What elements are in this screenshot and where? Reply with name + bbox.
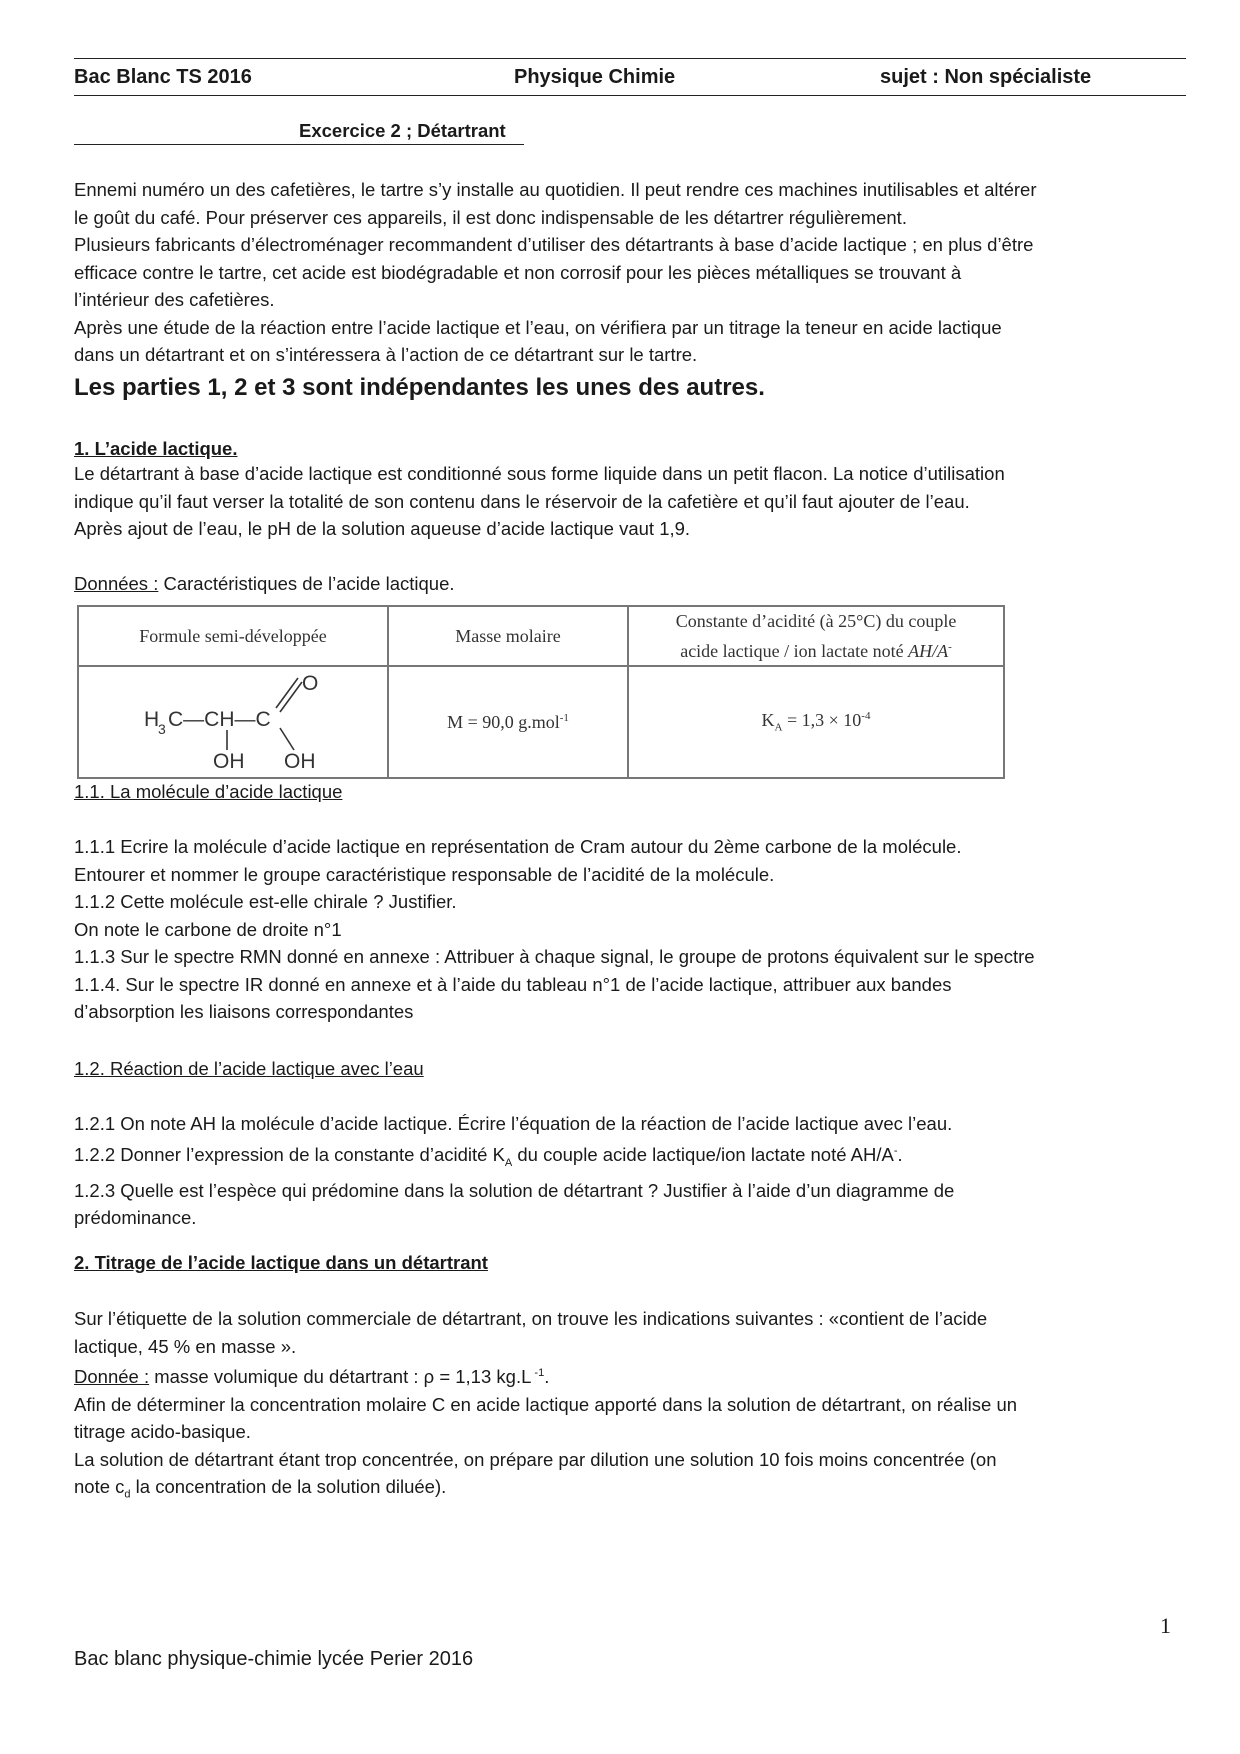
donnee-sup: -1: [531, 1367, 545, 1379]
section1-line: indique qu’il faut verser la totalité de son contenu dans le réservoir de la cafetière et qu’il faut ajouter de l’eau.: [74, 490, 970, 512]
intro-line: l’intérieur des cafetières.: [74, 289, 275, 310]
sub11-paragraph: [74, 833, 1035, 1026]
section1-line: Le détartrant à base d’acide lactique est conditionné sous forme liquide dans un petit flacon. La notice d’utilisation: [74, 463, 1005, 484]
sub11-line: Entourer et nommer le groupe caractéristique responsable de l’acidité de la molécule.: [74, 863, 775, 885]
ka-sup: -4: [861, 710, 871, 723]
sub12-line: 1.2.1 On note AH la molécule d’acide lactique. Écrire l’équation de la réaction de l’acide lactique avec l’eau.: [74, 1113, 953, 1134]
header-center: Physique Chimie: [514, 66, 676, 88]
ka-header-line2: [630, 634, 1002, 664]
sub12-title: 1.2. Réaction de l’acide lactique avec l’eau: [74, 1058, 424, 1079]
ka-header-sup: -: [948, 641, 952, 653]
sub12-line: 1.2.3 Quelle est l’espèce qui prédomine dans la solution de détartrant ? Justifier à l’aide d’un diagramme de: [74, 1179, 955, 1201]
donnees-line: [74, 570, 455, 598]
intro-line: efficace contre le tartre, cet acide est biodégradable et non corrosif pour les pièces métalliques se trouvant à: [74, 261, 962, 283]
sub12-l2sup: -: [893, 1144, 898, 1157]
ka-k: K: [761, 710, 775, 731]
formula-cell: [78, 666, 388, 778]
table-header-mass: Masse molaire: [388, 606, 628, 666]
sub11-line: 1.1.4. Sur le spectre IR donné en annexe et à l’aide du tableau n°1 de l’acide lactique, attribuer aux bandes: [74, 973, 952, 995]
page-number: 1: [1160, 1613, 1171, 1638]
formula-oh2: OH: [284, 750, 316, 773]
molar-mass: M = 90,0 g.mol: [447, 711, 560, 732]
bond-c-oh: [280, 728, 294, 750]
page-footer: Bac blanc physique-chimie lycée Perier 2016: [74, 1648, 474, 1670]
sub11-line: 1.1.2 Cette molécule est-elle chirale ? Justifier.: [74, 891, 457, 912]
lactic-acid-formula: [80, 668, 386, 776]
formula-o: O: [302, 672, 319, 695]
section1-line: Après ajout de l’eau, le pH de la solution aqueuse d’acide lactique vaut 1,9.: [74, 518, 691, 539]
s2-l7a: note c: [74, 1476, 125, 1498]
sub11-title: 1.1. La molécule d’acide lactique: [74, 781, 343, 802]
sub12-l2a: 1.2.2 Donner l’expression de la constante d’acidité K: [74, 1143, 505, 1165]
section1-title: 1. L’acide lactique.: [74, 438, 238, 459]
ka-header-couple: AH/A: [908, 641, 949, 661]
sub12-l2b: du couple acide lactique/ion lactate noté AH/A: [512, 1143, 894, 1165]
ka-cell: [628, 666, 1004, 778]
intro-line: le goût du café. Pour préserver ces appareils, il est donc indispensable de les détartrer régulièrement.: [74, 206, 907, 228]
intro-paragraph: [74, 176, 1037, 369]
section1-paragraph: [74, 460, 1005, 543]
formula-chain: C—CH—C: [168, 708, 271, 731]
ka-header-line1: Constante d’acidité (à 25°C) du couple: [675, 611, 957, 631]
ka-sub: A: [774, 721, 783, 734]
s2-l7b: la concentration de la solution diluée).: [130, 1476, 447, 1498]
sub12-line: prédominance.: [74, 1207, 197, 1229]
page-header: [74, 58, 1186, 96]
formula-oh1: OH: [213, 750, 245, 773]
donnee-label: Donnée :: [74, 1366, 150, 1388]
sub12-l2sub: A: [504, 1156, 513, 1169]
ka-value: = 1,3 × 10: [782, 710, 862, 731]
exercise-title: Excercice 2 ; Détartrant: [299, 120, 506, 141]
exercise-title-line: [74, 120, 524, 145]
sub12-paragraph: [74, 1110, 954, 1232]
mass-cell: [388, 666, 628, 778]
sub11-line: d’absorption les liaisons correspondantes: [74, 1001, 414, 1022]
section2-paragraph: [74, 1305, 1017, 1509]
molar-mass-sup: -1: [559, 711, 569, 724]
intro-line: Après une étude de la réaction entre l’acide lactique et l’eau, on vérifiera par un titrage la teneur en acide lactique: [74, 316, 1002, 338]
formula-3: 3: [158, 721, 166, 737]
intro-line: dans un détartrant et on s’intéressera à l’action de ce détartrant sur le tartre.: [74, 344, 698, 365]
donnees-label: Données :: [74, 573, 159, 594]
header-left: Bac Blanc TS 2016: [74, 66, 252, 88]
s2-l7sub: d: [124, 1488, 131, 1501]
donnee-text: masse volumique du détartrant : ρ = 1,13 kg.L: [149, 1366, 532, 1388]
sub12-l2c: .: [897, 1143, 903, 1165]
intro-line: Ennemi numéro un des cafetières, le tartre s’y installe au quotidien. Il peut rendre ces machines inutilisables et altérer: [74, 179, 1037, 200]
formula-h: H: [144, 708, 160, 731]
section2-line: [74, 1360, 1017, 1391]
table-header-formula: Formule semi-développée: [78, 606, 388, 666]
donnees-text: Caractéristiques de l’acide lactique.: [158, 573, 455, 594]
section2-line: [74, 1473, 1017, 1509]
sub11-line: 1.1.3 Sur le spectre RMN donné en annexe : Attribuer à chaque signal, le groupe de protons équivalent sur le spectre: [74, 946, 1035, 967]
sub12-line: [74, 1138, 954, 1177]
acid-data-table: [77, 605, 1005, 779]
section2-line: La solution de détartrant étant trop concentrée, on prépare par dilution une solution 10 fois moins concentrée (on: [74, 1448, 997, 1470]
sub11-line: On note le carbone de droite n°1: [74, 918, 342, 940]
section2-line: Afin de déterminer la concentration molaire C en acide lactique apporté dans la solution de détartrant, on réalise un: [74, 1393, 1018, 1415]
section2-line: Sur l’étiquette de la solution commerciale de détartrant, on trouve les indications suivantes : «contient de l’acide: [74, 1308, 988, 1329]
intro-line: Plusieurs fabricants d’électroménager recommandent d’utiliser des détartrants à base d’acide lactique ; en plus d’être: [74, 234, 1034, 255]
section2-title: 2. Titrage de l’acide lactique dans un détartrant: [74, 1252, 488, 1273]
section2-line: lactique, 45 % en masse ».: [74, 1335, 297, 1357]
parts-note: Les parties 1, 2 et 3 sont indépendantes les unes des autres.: [74, 374, 765, 401]
section2-line: titrage acido-basique.: [74, 1421, 251, 1443]
sub11-line: 1.1.1 Ecrire la molécule d’acide lactique en représentation de Cram autour du 2ème carbone de la molécule.: [74, 836, 962, 857]
donnee-end: .: [544, 1366, 550, 1388]
table-header-ka: [628, 606, 1004, 666]
header-right: sujet : Non spécialiste: [880, 66, 1092, 88]
ka-header-text: acide lactique / ion lactate noté: [680, 641, 909, 661]
